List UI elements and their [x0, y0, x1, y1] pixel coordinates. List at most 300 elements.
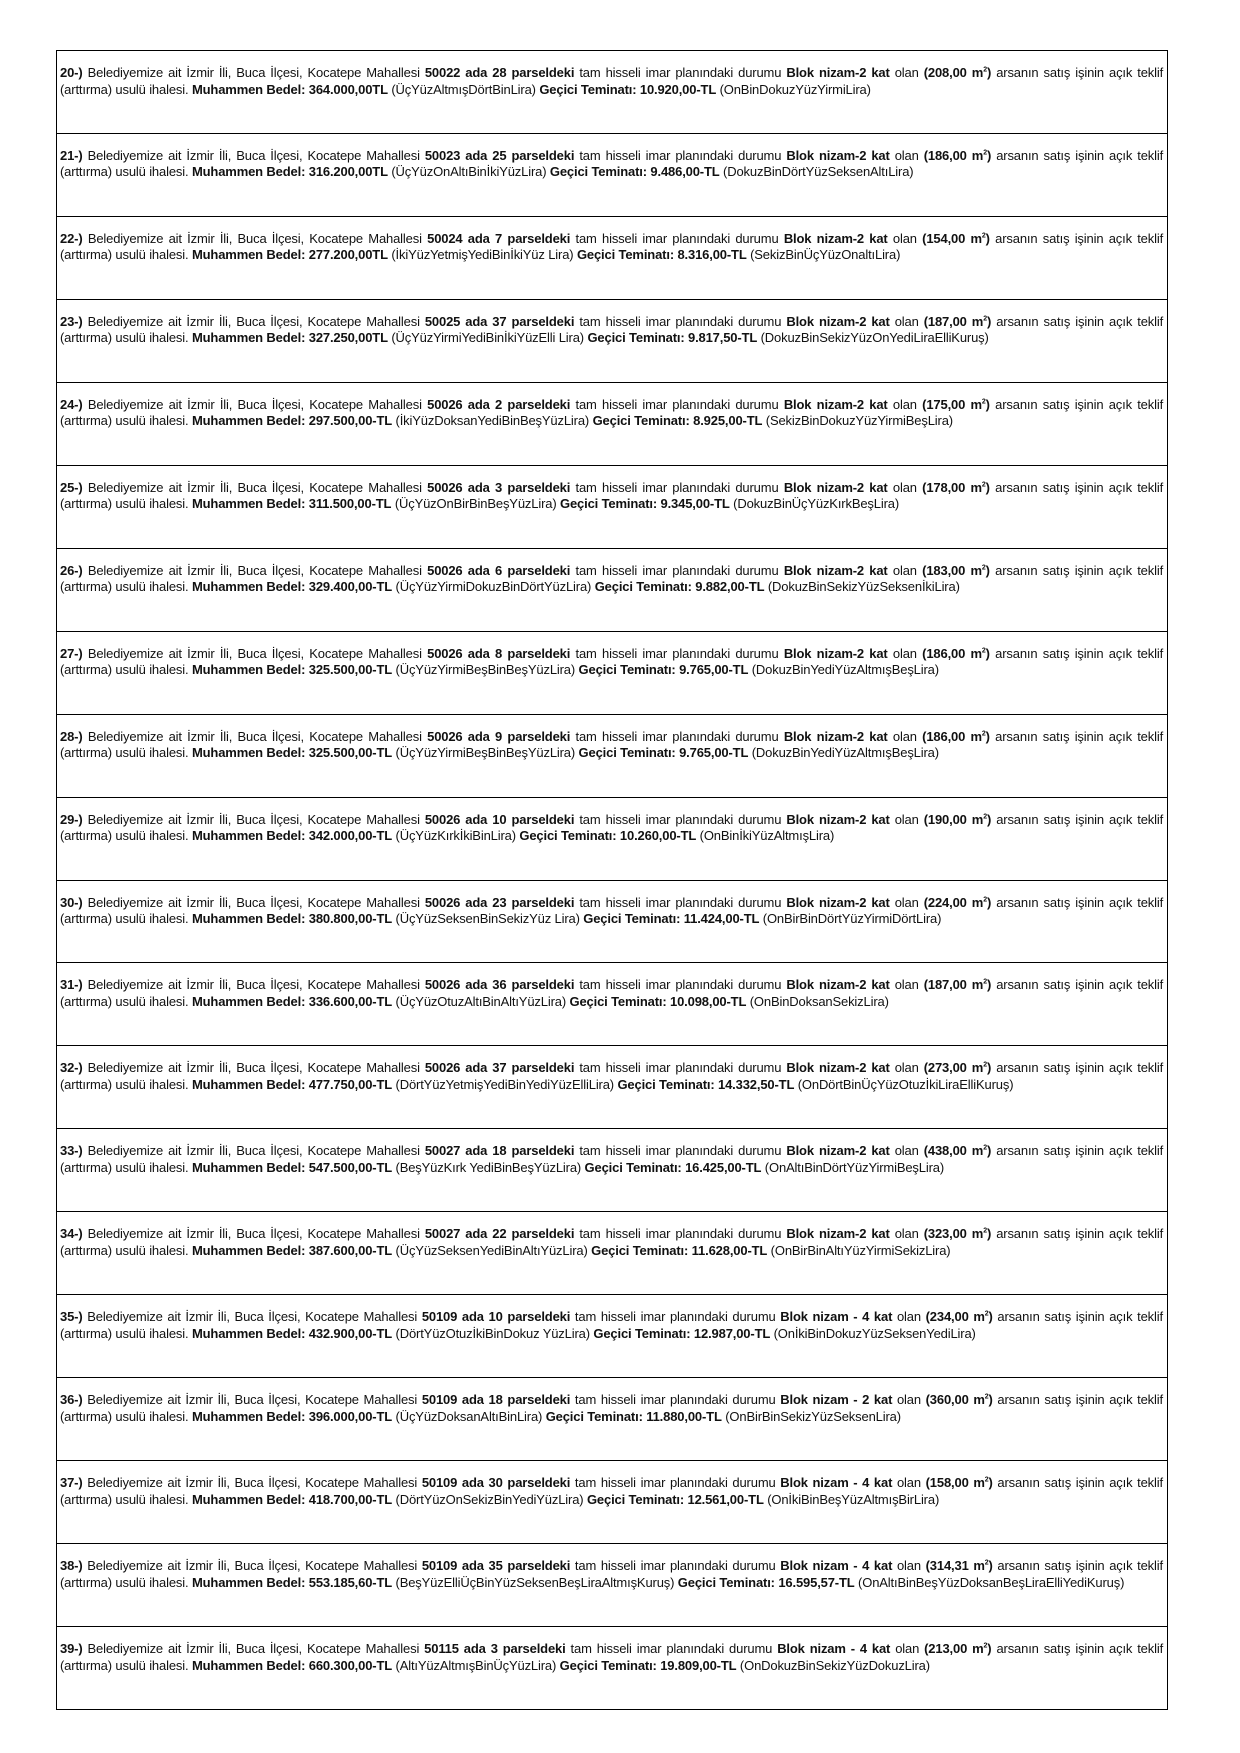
deposit-value: 12.987,00-TL: [693, 1325, 771, 1341]
entry-lead-text: Belediyemize ait İzmir İli, Buca İlçesi, Kocatepe Mahallesi: [87, 1475, 418, 1491]
deposit-label: Geçici Teminatı:: [539, 81, 637, 97]
area-value: (187,00 $m^2$): [923, 977, 992, 993]
parcel-ref: 50027 ada 18 parseldeki: [424, 1143, 575, 1159]
share-text: tam hisseli imar planındaki durumu: [575, 728, 779, 744]
parcel-ref: 50026 ada 2 parseldeki: [427, 396, 571, 412]
entry-number: 39-): [60, 1641, 83, 1657]
share-text: tam hisseli imar planındaki durumu: [574, 1392, 776, 1408]
sale-text: arsanın satış işinin açık teklif (arttırma) usulü ihalesi.: [60, 728, 1164, 761]
price-words: (ÜçYüzSeksenYediBinAltıYüzLira): [395, 1242, 588, 1258]
price-value: 364.000,00TL: [308, 81, 388, 97]
sale-text: arsanın satış işinin açık teklif (arttırma) usulü ihalesi.: [60, 977, 1164, 1009]
price-value: 327.250,00TL: [308, 330, 388, 346]
deposit-words: (OnDokuzBinSekizYüzDokuzLira): [739, 1657, 930, 1673]
entry-number: 38-): [60, 1558, 83, 1574]
price-value: 297.500,00-TL: [308, 413, 393, 429]
area-prefix: olan: [894, 894, 919, 910]
area-value: (158,00 $m^2$): [925, 1475, 993, 1491]
entry-number: 25-): [60, 479, 83, 495]
price-label: Muhammen Bedel:: [191, 828, 306, 844]
parcel-ref: 50115 ada 3 parseldeki: [424, 1641, 566, 1657]
price-value: 277.200,00TL: [308, 247, 388, 263]
area-prefix: olan: [894, 977, 919, 993]
sale-text: arsanın satış işinin açık teklif (arttırma) usulü ihalesi.: [60, 396, 1164, 429]
area-value: (187,00 $m^2$): [923, 313, 992, 329]
deposit-words: (OnAltıBinBeşYüzDoksanBeşLiraElliYediKuruş): [858, 1574, 1125, 1590]
zoning-status: Blok nizam - 4 kat: [780, 1309, 893, 1325]
price-label: Muhammen Bedel:: [191, 993, 306, 1009]
entry-lead-text: Belediyemize ait İzmir İli, Buca İlçesi, Kocatepe Mahallesi: [87, 313, 420, 329]
price-words: (İkiYüzYetmişYediBinİkiYüz Lira): [391, 247, 574, 263]
entry-number: 29-): [60, 811, 83, 827]
area-prefix: olan: [892, 645, 917, 661]
share-text: tam hisseli imar planındaki durumu: [575, 562, 779, 578]
entry-lead-text: Belediyemize ait İzmir İli, Buca İlçesi, Kocatepe Mahallesi: [87, 977, 420, 993]
area-prefix: olan: [892, 479, 917, 495]
price-value: 380.800,00-TL: [308, 911, 393, 927]
parcel-ref: 50026 ada 9 parseldeki: [427, 728, 571, 744]
entry-number: 34-): [60, 1226, 83, 1242]
sale-text: arsanın satış işinin açık teklif (arttırma) usulü ihalesi.: [60, 645, 1164, 678]
price-value: 396.000,00-TL: [308, 1408, 393, 1424]
parcel-ref: 50026 ada 37 parseldeki: [424, 1060, 575, 1076]
area-value: (360,00 $m^2$): [925, 1392, 993, 1408]
share-text: tam hisseli imar planındaki durumu: [579, 313, 782, 329]
tender-list: [56, 50, 1168, 1710]
tender-entry: [57, 1295, 1167, 1378]
zoning-status: Blok nizam-2 kat: [783, 645, 888, 661]
zoning-status: Blok nizam - 4 kat: [780, 1475, 893, 1491]
zoning-status: Blok nizam-2 kat: [786, 147, 890, 163]
price-label: Muhammen Bedel:: [191, 81, 306, 97]
area-prefix: olan: [894, 1060, 919, 1076]
deposit-words: (DokuzBinÜçYüzKırkBeşLira): [733, 496, 900, 512]
tender-entry: [57, 1212, 1167, 1295]
deposit-label: Geçici Teminatı:: [545, 1408, 643, 1424]
deposit-value: 10.920,00-TL: [639, 81, 717, 97]
deposit-label: Geçici Teminatı:: [578, 745, 676, 761]
share-text: tam hisseli imar planındaki durumu: [575, 230, 779, 246]
deposit-label: Geçici Teminatı:: [559, 1657, 657, 1673]
sale-text: arsanın satış işinin açık teklif (arttırma) usulü ihalesi.: [60, 894, 1164, 927]
zoning-status: Blok nizam-2 kat: [786, 811, 890, 827]
deposit-words: (DokuzBinYediYüzAltmışBeşLira): [751, 662, 939, 678]
parcel-ref: 50025 ada 37 parseldeki: [424, 313, 575, 329]
entry-lead-text: Belediyemize ait İzmir İli, Buca İlçesi, Kocatepe Mahallesi: [87, 147, 420, 163]
share-text: tam hisseli imar planındaki durumu: [574, 1558, 776, 1574]
share-text: tam hisseli imar planındaki durumu: [570, 1641, 773, 1657]
sale-text: arsanın satış işinin açık teklif (arttırma) usulü ihalesi.: [60, 147, 1164, 180]
tender-entry: [57, 632, 1167, 715]
zoning-status: Blok nizam-2 kat: [786, 894, 890, 910]
price-words: (DörtYüzOtuzİkiBinDokuz YüzLira): [395, 1325, 590, 1341]
share-text: tam hisseli imar planındaki durumu: [579, 1143, 782, 1159]
deposit-label: Geçici Teminatı:: [593, 1325, 691, 1341]
entry-number: 36-): [60, 1392, 83, 1408]
price-words: (İkiYüzDoksanYediBinBeşYüzLira): [395, 413, 590, 429]
price-words: (ÜçYüzOnAltıBinİkiYüzLira): [391, 164, 547, 180]
sale-text: arsanın satış işinin açık teklif (arttırma) usulü ihalesi.: [60, 1558, 1163, 1590]
share-text: tam hisseli imar planındaki durumu: [579, 811, 782, 827]
price-label: Muhammen Bedel:: [191, 1574, 306, 1590]
price-value: 387.600,00-TL: [308, 1242, 393, 1258]
tender-entry: [57, 217, 1167, 300]
entry-lead-text: Belediyemize ait İzmir İli, Buca İlçesi, Kocatepe Mahallesi: [87, 894, 420, 910]
entry-lead-text: Belediyemize ait İzmir İli, Buca İlçesi, Kocatepe Mahallesi: [87, 1641, 420, 1657]
deposit-value: 9.486,00-TL: [650, 164, 720, 180]
area-prefix: olan: [896, 1475, 921, 1491]
deposit-words: (DokuzBinSekizYüzOnYediLiraElliKuruş): [760, 330, 989, 346]
share-text: tam hisseli imar planındaki durumu: [575, 479, 779, 495]
entry-number: 33-): [60, 1143, 83, 1159]
parcel-ref: 50026 ada 3 parseldeki: [427, 479, 571, 495]
zoning-status: Blok nizam-2 kat: [783, 396, 888, 412]
price-words: (AltıYüzAltmışBinÜçYüzLira): [395, 1657, 557, 1673]
parcel-ref: 50109 ada 35 parseldeki: [421, 1558, 571, 1574]
deposit-label: Geçici Teminatı:: [592, 413, 690, 429]
parcel-ref: 50024 ada 7 parseldeki: [427, 230, 571, 246]
deposit-label: Geçici Teminatı:: [677, 1574, 775, 1590]
entry-lead-text: Belediyemize ait İzmir İli, Buca İlçesi, Kocatepe Mahallesi: [87, 65, 420, 80]
parcel-ref: 50109 ada 18 parseldeki: [421, 1392, 571, 1408]
tender-entry: [57, 715, 1167, 798]
area-value: (213,00 $m^2$): [924, 1641, 992, 1657]
tender-entry: [57, 1627, 1167, 1709]
entry-number: 22-): [60, 230, 83, 246]
tender-entry: [57, 798, 1167, 881]
area-prefix: olan: [894, 1226, 919, 1242]
entry-number: 30-): [60, 894, 83, 910]
entry-lead-text: Belediyemize ait İzmir İli, Buca İlçesi, Kocatepe Mahallesi: [87, 811, 420, 827]
price-value: 342.000,00-TL: [308, 828, 393, 844]
deposit-label: Geçici Teminatı:: [586, 1491, 685, 1507]
zoning-status: Blok nizam-2 kat: [786, 65, 890, 80]
price-value: 316.200,00TL: [308, 164, 388, 180]
price-label: Muhammen Bedel:: [191, 247, 306, 263]
deposit-label: Geçici Teminatı:: [569, 993, 667, 1009]
sale-text: arsanın satış işinin açık teklif (arttırma) usulü ihalesi.: [60, 1641, 1164, 1673]
share-text: tam hisseli imar planındaki durumu: [579, 977, 782, 993]
sale-text: arsanın satış işinin açık teklif (arttırma) usulü ihalesi.: [60, 1060, 1164, 1092]
entry-number: 35-): [60, 1309, 83, 1325]
share-text: tam hisseli imar planındaki durumu: [574, 1475, 776, 1491]
zoning-status: Blok nizam-2 kat: [783, 479, 888, 495]
price-value: 553.185,60-TL: [308, 1574, 393, 1590]
sale-text: arsanın satış işinin açık teklif (arttırma) usulü ihalesi.: [60, 1475, 1163, 1507]
deposit-value: 9.765,00-TL: [679, 745, 749, 761]
deposit-label: Geçici Teminatı:: [594, 579, 692, 595]
price-words: (ÜçYüzSeksenBinSekizYüz Lira): [395, 911, 580, 927]
entry-number: 24-): [60, 396, 83, 412]
parcel-ref: 50023 ada 25 parseldeki: [424, 147, 575, 163]
area-prefix: olan: [896, 1558, 921, 1574]
deposit-label: Geçici Teminatı:: [519, 828, 617, 844]
entry-number: 26-): [60, 562, 83, 578]
price-value: 311.500,00-TL: [308, 496, 392, 512]
sale-text: arsanın satış işinin açık teklif (arttırma) usulü ihalesi.: [60, 1143, 1164, 1175]
entry-number: 20-): [60, 65, 83, 80]
price-value: 325.500,00-TL: [308, 745, 393, 761]
area-prefix: olan: [894, 147, 919, 163]
deposit-value: 12.561,00-TL: [687, 1491, 764, 1507]
area-prefix: olan: [896, 1309, 921, 1325]
area-value: (186,00 $m^2$): [922, 645, 990, 661]
entry-lead-text: Belediyemize ait İzmir İli, Buca İlçesi, Kocatepe Mahallesi: [87, 1060, 420, 1076]
price-words: (BeşYüzElliÜçBinYüzSeksenBeşLiraAltmışKuruş): [395, 1574, 675, 1590]
price-words: (ÜçYüzOtuzAltıBinAltıYüzLira): [395, 993, 567, 1009]
zoning-status: Blok nizam-2 kat: [783, 562, 888, 578]
deposit-value: 10.098,00-TL: [670, 993, 747, 1009]
area-value: (186,00 $m^2$): [923, 147, 992, 163]
deposit-label: Geçici Teminatı:: [617, 1076, 715, 1092]
deposit-words: (OnBirBinDörtYüzYirmiDörtLira): [762, 911, 942, 927]
parcel-ref: 50109 ada 10 parseldeki: [421, 1309, 571, 1325]
area-prefix: olan: [895, 1641, 920, 1657]
tender-entry: [57, 963, 1167, 1046]
entry-lead-text: Belediyemize ait İzmir İli, Buca İlçesi, Kocatepe Mahallesi: [87, 1143, 420, 1159]
price-label: Muhammen Bedel:: [191, 1159, 306, 1175]
entry-lead-text: Belediyemize ait İzmir İli, Buca İlçesi, Kocatepe Mahallesi: [87, 1392, 418, 1408]
price-words: (DörtYüzOnSekizBinYediYüzLira): [395, 1491, 584, 1507]
price-value: 418.700,00-TL: [308, 1491, 393, 1507]
entry-lead-text: Belediyemize ait İzmir İli, Buca İlçesi, Kocatepe Mahallesi: [87, 396, 422, 412]
parcel-ref: 50026 ada 6 parseldeki: [427, 562, 571, 578]
area-value: (323,00 $m^2$): [923, 1226, 992, 1242]
price-label: Muhammen Bedel:: [191, 745, 306, 761]
deposit-words: (OnBirBinSekizYüzSeksenLira): [725, 1408, 901, 1424]
sale-text: arsanın satış işinin açık teklif (arttırma) usulü ihalesi.: [60, 230, 1164, 263]
tender-entry: [57, 383, 1167, 466]
zoning-status: Blok nizam-2 kat: [786, 1226, 890, 1242]
price-words: (ÜçYüzKırkİkiBinLira): [395, 828, 516, 844]
deposit-words: (OnBirBinAltıYüzYirmiSekizLira): [770, 1242, 951, 1258]
tender-entry: [57, 1046, 1167, 1129]
entry-number: 23-): [60, 313, 83, 329]
deposit-value: 11.628,00-TL: [691, 1242, 768, 1258]
deposit-words: (OnİkiBinDokuzYüzSeksenYediLira): [773, 1325, 976, 1341]
deposit-value: 19.809,00-TL: [660, 1657, 737, 1673]
entry-lead-text: Belediyemize ait İzmir İli, Buca İlçesi, Kocatepe Mahallesi: [87, 728, 422, 744]
entry-lead-text: Belediyemize ait İzmir İli, Buca İlçesi, Kocatepe Mahallesi: [87, 562, 422, 578]
area-value: (154,00 $m^2$): [922, 230, 990, 246]
deposit-value: 9.817,50-TL: [687, 330, 758, 346]
price-words: (ÜçYüzYirmiDokuzBinDörtYüzLira): [395, 579, 592, 595]
area-value: (186,00 $m^2$): [922, 728, 990, 744]
area-value: (224,00 $m^2$): [923, 894, 992, 910]
sale-text: arsanın satış işinin açık teklif (arttırma) usulü ihalesi.: [60, 1392, 1163, 1424]
area-value: (175,00 $m^2$): [922, 396, 990, 412]
deposit-value: 10.260,00-TL: [619, 828, 697, 844]
entry-lead-text: Belediyemize ait İzmir İli, Buca İlçesi, Kocatepe Mahallesi: [87, 1309, 418, 1325]
share-text: tam hisseli imar planındaki durumu: [579, 1226, 782, 1242]
share-text: tam hisseli imar planındaki durumu: [579, 894, 782, 910]
price-value: 660.300,00-TL: [308, 1657, 393, 1673]
area-prefix: olan: [892, 230, 917, 246]
area-value: (190,00 $m^2$): [923, 811, 992, 827]
price-words: (ÜçYüzDoksanAltıBinLira): [395, 1408, 543, 1424]
deposit-words: (DokuzBinSekizYüzSeksenİkiLira): [767, 579, 960, 595]
entry-number: 27-): [60, 645, 83, 661]
deposit-value: 9.765,00-TL: [679, 662, 749, 678]
price-value: 336.600,00-TL: [308, 993, 393, 1009]
sale-text: arsanın satış işinin açık teklif (arttırma) usulü ihalesi.: [60, 562, 1164, 595]
area-value: (273,00 $m^2$): [923, 1060, 992, 1076]
tender-entry: [57, 51, 1167, 134]
price-label: Muhammen Bedel:: [191, 1657, 306, 1673]
share-text: tam hisseli imar planındaki durumu: [575, 645, 779, 661]
price-words: (DörtYüzYetmişYediBinYediYüzElliLira): [395, 1076, 614, 1092]
deposit-label: Geçici Teminatı:: [583, 911, 681, 927]
entry-lead-text: Belediyemize ait İzmir İli, Buca İlçesi, Kocatepe Mahallesi: [87, 230, 422, 246]
zoning-status: Blok nizam-2 kat: [786, 313, 890, 329]
deposit-value: 9.882,00-TL: [695, 579, 765, 595]
deposit-words: (SekizBinÜçYüzOnaltıLira): [750, 247, 901, 263]
zoning-status: Blok nizam - 4 kat: [780, 1558, 893, 1574]
price-label: Muhammen Bedel:: [191, 330, 306, 346]
deposit-value: 11.424,00-TL: [683, 911, 760, 927]
zoning-status: Blok nizam - 2 kat: [780, 1392, 893, 1408]
deposit-value: 14.332,50-TL: [718, 1076, 795, 1092]
parcel-ref: 50026 ada 23 parseldeki: [424, 894, 575, 910]
sale-text: arsanın satış işinin açık teklif (arttırma) usulü ihalesi.: [60, 1226, 1164, 1258]
area-value: (234,00 $m^2$): [925, 1309, 993, 1325]
tender-entry: [57, 466, 1167, 549]
deposit-label: Geçici Teminatı:: [559, 496, 658, 512]
sale-text: arsanın satış işinin açık teklif (arttırma) usulü ihalesi.: [60, 1309, 1163, 1341]
deposit-words: (OnAltıBinDörtYüzYirmiBeşLira): [764, 1159, 945, 1175]
tender-entry: [57, 1544, 1167, 1627]
price-words: (ÜçYüzOnBirBinBeşYüzLira): [394, 496, 557, 512]
zoning-status: Blok nizam-2 kat: [783, 230, 888, 246]
tender-entry: [57, 134, 1167, 217]
entry-number: 32-): [60, 1060, 83, 1076]
price-label: Muhammen Bedel:: [191, 1491, 306, 1507]
entry-lead-text: Belediyemize ait İzmir İli, Buca İlçesi, Kocatepe Mahallesi: [87, 1226, 420, 1242]
deposit-words: (OnİkiBinBeşYüzAltmışBirLira): [767, 1491, 940, 1507]
area-value: (178,00 $m^2$): [922, 479, 990, 495]
entry-number: 31-): [60, 977, 83, 993]
deposit-label: Geçici Teminatı:: [587, 330, 685, 346]
deposit-label: Geçici Teminatı:: [584, 1159, 682, 1175]
deposit-label: Geçici Teminatı:: [578, 662, 676, 678]
entry-number: 37-): [60, 1475, 83, 1491]
parcel-ref: 50026 ada 10 parseldeki: [424, 811, 575, 827]
area-value: (183,00 $m^2$): [922, 562, 990, 578]
deposit-words: (OnBinDokuzYüzYirmiLira): [719, 81, 871, 97]
price-words: (ÜçYüzYirmiBeşBinBeşYüzLira): [395, 745, 576, 761]
entry-lead-text: Belediyemize ait İzmir İli, Buca İlçesi, Kocatepe Mahallesi: [87, 1558, 418, 1574]
price-label: Muhammen Bedel:: [191, 579, 306, 595]
price-value: 547.500,00-TL: [308, 1159, 393, 1175]
sale-text: arsanın satış işinin açık teklif (arttırma) usulü ihalesi.: [60, 65, 1164, 97]
area-value: (438,00 $m^2$): [923, 1143, 992, 1159]
entry-lead-text: Belediyemize ait İzmir İli, Buca İlçesi, Kocatepe Mahallesi: [87, 645, 422, 661]
area-prefix: olan: [894, 811, 919, 827]
zoning-status: Blok nizam - 4 kat: [777, 1641, 891, 1657]
tender-entry: [57, 1461, 1167, 1544]
deposit-label: Geçici Teminatı:: [591, 1242, 689, 1258]
entry-number: 28-): [60, 728, 83, 744]
tender-entry: [57, 881, 1167, 964]
deposit-label: Geçici Teminatı:: [576, 247, 674, 263]
price-label: Muhammen Bedel:: [191, 164, 306, 180]
tender-entry: [57, 300, 1167, 383]
entry-lead-text: Belediyemize ait İzmir İli, Buca İlçesi, Kocatepe Mahallesi: [87, 479, 422, 495]
deposit-words: (DokuzBinDörtYüzSeksenAltıLira): [723, 164, 914, 180]
tender-entry: [57, 549, 1167, 632]
price-words: (ÜçYüzAltmışDörtBinLira): [391, 81, 536, 97]
price-words: (ÜçYüzYirmiBeşBinBeşYüzLira): [395, 662, 576, 678]
sale-text: arsanın satış işinin açık teklif (arttırma) usulü ihalesi.: [60, 313, 1164, 346]
entry-number: 21-): [60, 147, 83, 163]
deposit-words: (SekizBinDokuzYüzYirmiBeşLira): [765, 413, 953, 429]
share-text: tam hisseli imar planındaki durumu: [579, 65, 782, 80]
price-words: (ÜçYüzYirmiYediBinİkiYüzElli Lira): [391, 330, 584, 346]
share-text: tam hisseli imar planındaki durumu: [579, 147, 782, 163]
price-label: Muhammen Bedel:: [191, 1076, 306, 1092]
deposit-label: Geçici Teminatı:: [549, 164, 647, 180]
price-value: 477.750,00-TL: [308, 1076, 393, 1092]
deposit-value: 16.425,00-TL: [685, 1159, 762, 1175]
parcel-ref: 50027 ada 22 parseldeki: [424, 1226, 575, 1242]
price-value: 325.500,00-TL: [308, 662, 393, 678]
deposit-value: 8.925,00-TL: [693, 413, 763, 429]
deposit-words: (OnBinİkiYüzAltmışLira): [699, 828, 835, 844]
area-prefix: olan: [892, 396, 917, 412]
sale-text: arsanın satış işinin açık teklif (arttırma) usulü ihalesi.: [60, 811, 1164, 844]
parcel-ref: 50026 ada 36 parseldeki: [424, 977, 575, 993]
deposit-words: (OnDörtBinÜçYüzOtuzİkiLiraElliKuruş): [797, 1076, 1014, 1092]
parcel-ref: 50109 ada 30 parseldeki: [421, 1475, 571, 1491]
tender-entry: [57, 1378, 1167, 1461]
deposit-value: 16.595,57-TL: [778, 1574, 855, 1590]
zoning-status: Blok nizam-2 kat: [783, 728, 888, 744]
price-label: Muhammen Bedel:: [191, 911, 306, 927]
tender-entry: [57, 1129, 1167, 1212]
price-label: Muhammen Bedel:: [191, 1408, 306, 1424]
sale-text: arsanın satış işinin açık teklif (arttırma) usulü ihalesi.: [60, 479, 1164, 512]
area-prefix: olan: [894, 1143, 919, 1159]
deposit-value: 11.880,00-TL: [646, 1408, 722, 1424]
zoning-status: Blok nizam-2 kat: [786, 1143, 890, 1159]
price-label: Muhammen Bedel:: [191, 413, 306, 429]
deposit-value: 8.316,00-TL: [677, 247, 747, 263]
price-value: 432.900,00-TL: [308, 1325, 393, 1341]
zoning-status: Blok nizam-2 kat: [786, 1060, 890, 1076]
price-label: Muhammen Bedel:: [191, 1242, 306, 1258]
deposit-value: 9.345,00-TL: [660, 496, 730, 512]
area-prefix: olan: [892, 562, 917, 578]
price-label: Muhammen Bedel:: [191, 1325, 306, 1341]
area-prefix: olan: [894, 65, 919, 80]
price-label: Muhammen Bedel:: [191, 662, 306, 678]
parcel-ref: 50022 ada 28 parseldeki: [424, 65, 575, 80]
deposit-words: (DokuzBinYediYüzAltmışBeşLira): [751, 745, 939, 761]
area-prefix: olan: [896, 1392, 921, 1408]
parcel-ref: 50026 ada 8 parseldeki: [427, 645, 571, 661]
area-value: (208,00 $m^2$): [923, 65, 992, 80]
area-value: (314,31 $m^2$): [925, 1558, 993, 1574]
zoning-status: Blok nizam-2 kat: [786, 977, 890, 993]
deposit-words: (OnBinDoksanSekizLira): [749, 993, 889, 1009]
price-label: Muhammen Bedel:: [191, 496, 306, 512]
share-text: tam hisseli imar planındaki durumu: [574, 1309, 776, 1325]
area-prefix: olan: [894, 313, 919, 329]
share-text: tam hisseli imar planındaki durumu: [579, 1060, 782, 1076]
price-words: (BeşYüzKırk YediBinBeşYüzLira): [395, 1159, 582, 1175]
area-prefix: olan: [892, 728, 917, 744]
share-text: tam hisseli imar planındaki durumu: [575, 396, 779, 412]
